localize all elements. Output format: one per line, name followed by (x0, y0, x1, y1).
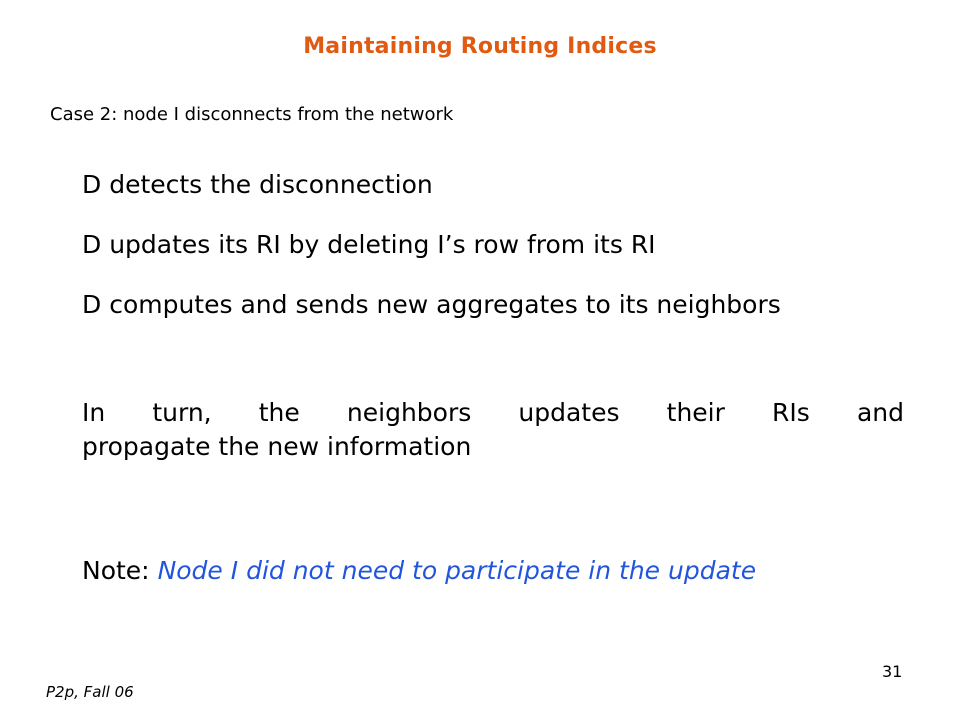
paragraph-word: their (666, 398, 725, 427)
bullet-updates-ri: D updates its RI by deleting I’s row from its RI (82, 230, 656, 259)
paragraph-word: and (856, 398, 904, 427)
paragraph-word: the (258, 398, 300, 427)
footer-course-label: P2p, Fall 06 (46, 683, 134, 701)
paragraph-word: RIs (772, 398, 810, 427)
paragraph-word: neighbors (346, 398, 472, 427)
paragraph-line-2: propagate the new information (82, 432, 472, 461)
paragraph-line-1 (82, 396, 904, 430)
paragraph-word: turn, (152, 398, 212, 427)
paragraph-word: In (82, 398, 106, 427)
bullet-computes-aggregates: D computes and sends new aggregates to its neighbors (82, 290, 781, 319)
note-emphasis-text: Node I did not need to participate in the update (157, 556, 757, 585)
slide-subtitle: Case 2: node I disconnects from the network (50, 104, 454, 125)
note-line (82, 554, 904, 588)
note-label: Note: (82, 556, 158, 585)
slide-title: Maintaining Routing Indices (303, 34, 657, 59)
bullet-detects-disconnection: D detects the disconnection (82, 170, 433, 199)
page-number: 31 (882, 662, 903, 681)
paragraph-neighbors-propagate (82, 396, 904, 464)
paragraph-word: updates (518, 398, 620, 427)
